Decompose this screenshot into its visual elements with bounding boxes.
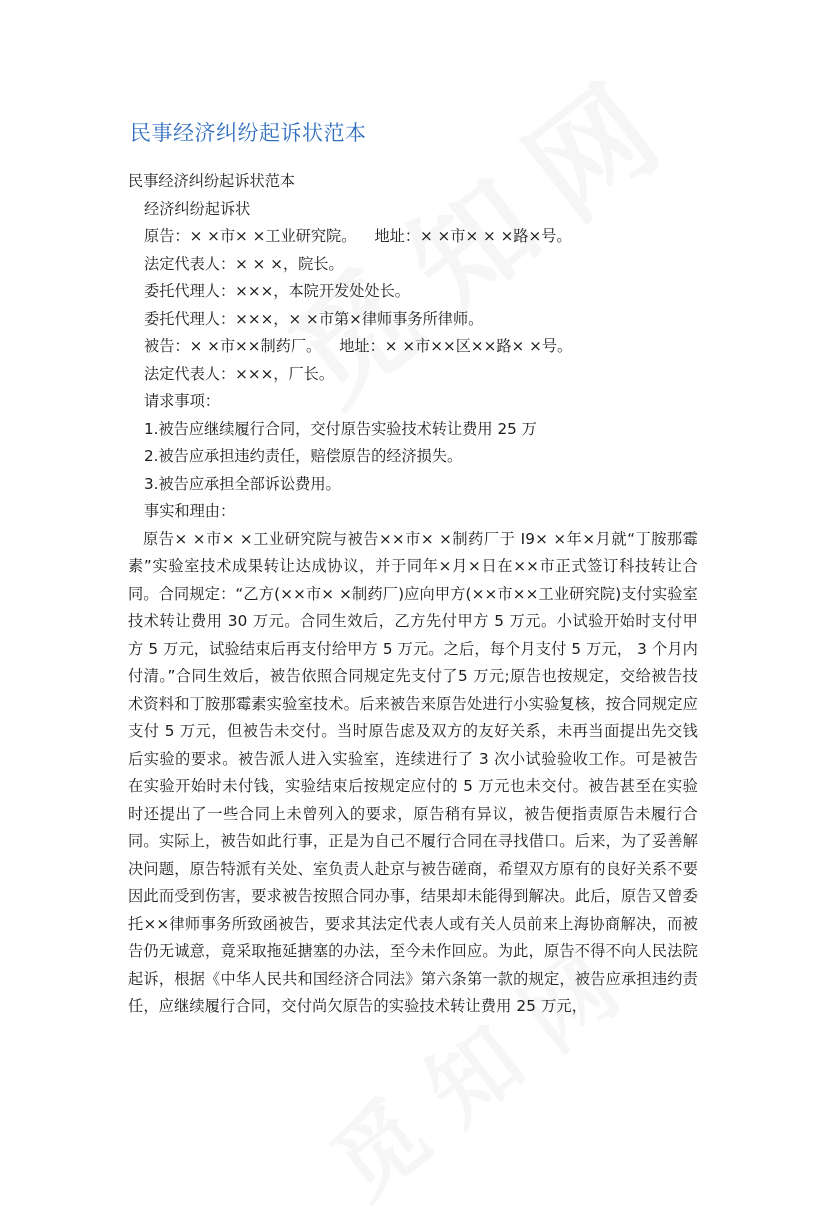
document-subheading: 民事经济纠纷起诉状范本 [128, 172, 296, 190]
plaintiff-agent-1: 委托代理人：×××，本院开发处处长。 [144, 282, 410, 300]
document-body [128, 168, 698, 1021]
facts-body: 原告× ×市× ×工业研究院与被告××市× ×制药厂于 I9× ×年×月就“丁胺那霉素”实验室技术成果转让达成协议，并于同年×月×日在××市正式签订科技转让合同。合同规定：“乙方(××市× ×制药厂)应向甲方(××市××工业研究院)支付实验室技术转让费用 30 万元。合同生效后，乙方先付甲方 5 万元。小试验开始时支付甲方 5 万元，试验结束后再支付给甲方 5 万元。之后，每个月支付 5 万元， 3 个月内付清。”合同生效后，被告依照合同规定先支付了5 万元;原告也按规定，交给被告技术资料和丁胺那霉素实验室技术。后来被告来原告处进行小实验复核，按合同规定应支付 5 万元，但被告未交付。当时原告虑及双方的友好关系，未再当面提出先交钱后实验的要求。被告派人进入实验室，连续进行了 3 次小试验验收工作。可是被告在实验开始时未付钱，实验结束后按规定应付的 5 万元也未交付。被告甚至在实验时还提出了一些合同上未曾列入的要求，原告稍有异议，被告便指责原告未履行合同。实际上，被告如此行事，正是为自己不履行合同在寻找借口。后来，为了妥善解决问题，原告特派有关处、室负责人赴京与被告磋商，希望双方原有的良好关系不要因此而受到伤害，要求被告按照合同办事，结果却未能得到解决。此后，原告又曾委托××律师事务所致函被告，要求其法定代表人或有关人员前来上海协商解决，而被告仍无诚意，竟采取拖延搪塞的办法，至今未作回应。为此，原告不得不向人民法院起诉，根据《中华人民共和国经济合同法》第六条第一款的规定，被告应承担违约责任，应继续履行合同，交付尚欠原告的实验技术转让费用 25 万元， [128, 529, 698, 1015]
claim-item: 3.被告应承担全部诉讼费用。 [144, 474, 341, 493]
claim-item: 1.被告应继续履行合同，交付原告实验技术转让费用 25 万 [144, 419, 537, 438]
document-title: 民事经济纠纷起诉状范本 [130, 121, 367, 145]
plaintiff-agent-2: 委托代理人：×××，× ×市第×律师事务所律师。 [144, 309, 484, 328]
claim-item: 2.被告应承担违约责任，赔偿原告的经济损失。 [144, 447, 463, 465]
plaintiff: 原告：× ×市× ×工业研究院。 [144, 227, 357, 245]
defendant-address: 地址：× ×市××区××路× ×号。 [339, 337, 573, 355]
defendant: 被告：× ×市××制药厂。 [144, 337, 322, 355]
plaintiff-rep: 法定代表人：× × ×，院长。 [144, 254, 344, 273]
facts-heading: 事实和理由： [144, 502, 236, 520]
defendant-line [128, 333, 698, 361]
doc-type: 经济纠纷起诉状 [144, 199, 251, 218]
claims-heading: 请求事项： [144, 392, 220, 410]
defendant-rep: 法定代表人：×××，厂长。 [144, 364, 335, 383]
plaintiff-address: 地址：× ×市× × ×路×号。 [374, 227, 572, 245]
plaintiff-line [128, 223, 698, 251]
